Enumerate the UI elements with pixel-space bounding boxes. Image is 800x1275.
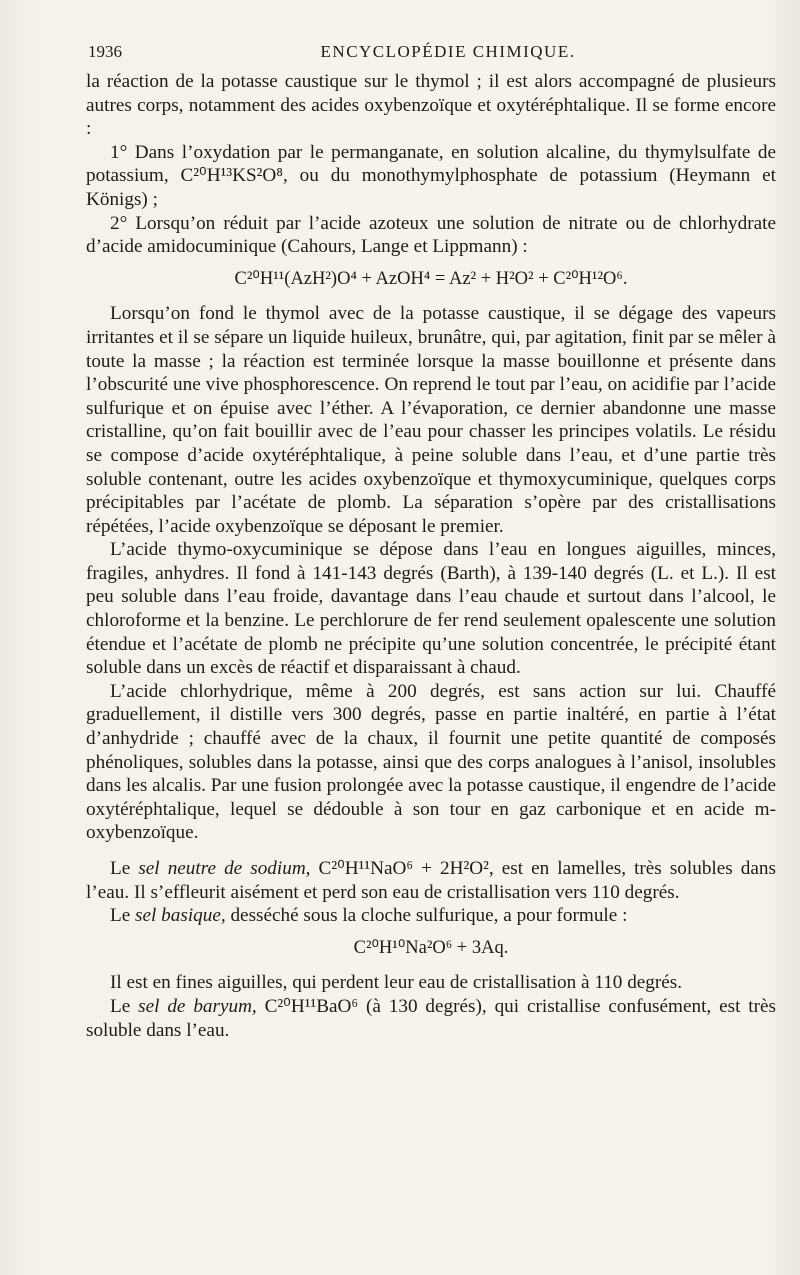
text-run: desséché sous la cloche sulfurique, a pour formule : [225,905,628,927]
italic-term: sel de baryum, [138,995,257,1017]
text-run: C²⁰H¹¹NaO⁶ + 2H²O², est en lamelles, très solubles dans l’eau. Il s’effleurit aisément et perd son eau de cristallisation vers 110 degrés. [86,858,776,903]
page-header [88,34,768,64]
paragraph-item-1: 1° Dans l’oxydation par le permanganate, en solution alcaline, du thymylsulfate de potassium, C²⁰H¹³KS²O⁸, ou du monothymylphosphate de potassium (Heymann et Königs) ; [86,141,776,210]
page-number: 1936 [88,42,122,61]
paragraph-acid-reactions: L’acide chlorhydrique, même à 200 degrés, est sans action sur lui. Chauffé graduellement, il distille vers 300 degrés, passe en partie inaltéré, en partie à l’état d’anhydride ; chauffé avec de la chaux, il fournit une petite quantité de composés phénoliques, solubles dans la potasse, ainsi que des corps analogues à l’anisol, insolubles dans les alcalis. Par une fusion prolongée avec la potasse caustique, il engendre de l’acide oxytéréphtalique, lequel se dédouble à son tour en gaz carbonique et en acide m-oxybenzoïque. [86,680,776,844]
text-run: Le [110,858,139,879]
paragraph-item-2: 2° Lorsqu’on réduit par l’acide azoteux une solution de nitrate ou de chlorhydrate d’acide amidocuminique (Cahours, Lange et Lippmann) : [86,212,776,258]
paragraph-acid-properties: L’acide thymo-oxycuminique se dépose dans l’eau en longues aiguilles, minces, fragiles, anhydres. Il fond à 141-143 degrés (Barth), à 139-140 degrés (L. et L.). Il est peu soluble dans l’eau froide, davantage dans l’eau chaude et surtout dans l’alcool, le chloroforme et la benzine. Le perchlorure de fer rend seulement opalescente une solution étendue et l’acétate de plomb ne précipite qu’une solution concentrée, le précipité étant soluble dans un excès de réactif et disparaissant à chaud. [86,539,776,679]
italic-term: sel neutre de sodium, [138,858,311,879]
text-run: C²⁰H¹¹BaO⁶ (à 130 degrés), qui cristallise confusément, est très soluble dans l’eau. [86,995,776,1041]
text-run: Le [110,905,136,927]
paragraph-sodium-salt [86,857,776,904]
paragraph-needles: Il est en fines aiguilles, qui perdent leur eau de cristallisation à 110 degrés. [110,972,683,994]
paragraph-fusion: Lorsqu’on fond le thymol avec de la potasse caustique, il se dégage des vapeurs irritantes et il se sépare un liquide huileux, brunâtre, qui, par agitation, finit par se mêler à toute la masse ; la réaction est terminée lorsque la masse bouillonne et présente dans l’obscurité une vive phosphorescence. On reprend le tout par l’eau, on acidifie par l’acide sulfurique et on épuise avec l’éther. A l’évaporation, ce dernier abandonne une masse cristalline, qu’on fait bouillir avec de l’eau pour chasser les principes volatils. Le résidu se compose d’acide oxytéréphtalique, à peine soluble dans l’eau, et d’une partie très soluble contenant, outre les acides oxybenzoïque et thymoxycuminique, quelques corps précipitables par l’acétate de plomb. La séparation s’opère par des cristallisations répétées, l’acide oxybenzoïque se déposant le premier. [86,303,776,537]
paragraph-barium-salt [86,995,776,1042]
formula-reaction: C²⁰H¹¹(AzH²)O⁴ + AzOH⁴ = Az² + H²O² + C²⁰H¹²O⁶. [234,268,628,289]
italic-term: sel basique, [135,905,226,927]
paragraph-continuation: la réaction de la potasse caustique sur le thymol ; il est alors accompagné de plusieurs autres corps, notamment des acides oxybenzoïque et oxytéréphtalique. Il se forme encore : [86,71,776,140]
running-head: ENCYCLOPÉDIE CHIMIQUE. [320,42,576,61]
formula-basic-salt: C²⁰H¹⁰Na²O⁶ + 3Aq. [353,937,509,958]
text-run: Le [110,995,139,1017]
spacer [86,845,776,857]
paragraph-basic-salt [86,904,776,928]
body-text [86,70,776,1042]
